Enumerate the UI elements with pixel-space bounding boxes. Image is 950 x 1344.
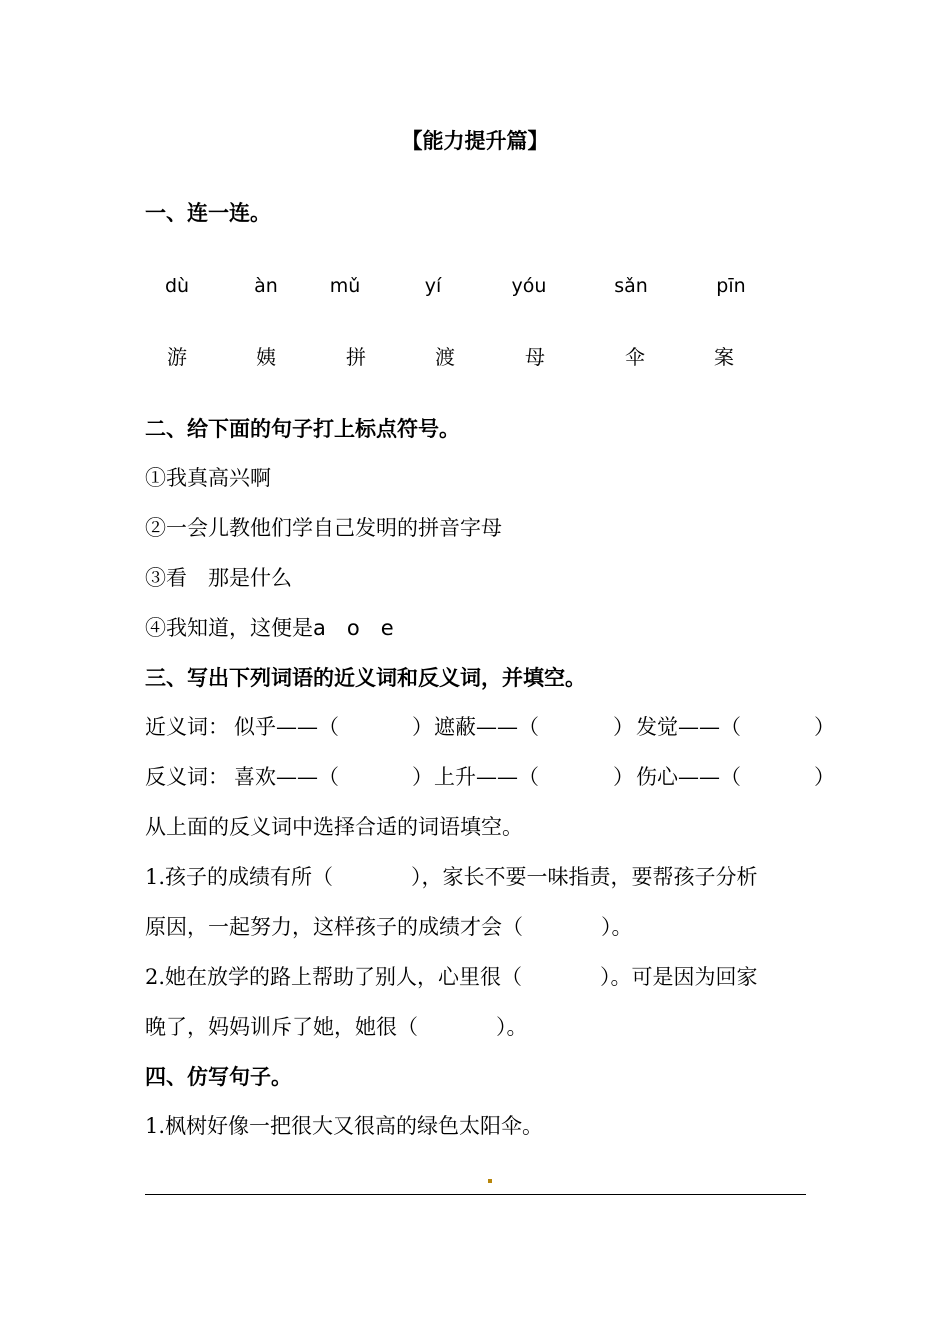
character-item: 伞: [625, 345, 645, 369]
antonym-close-3: ）: [814, 765, 835, 789]
character-item: 案: [714, 345, 734, 369]
punctuation-item-3: ③看 那是什么: [145, 566, 292, 590]
fill-instruction: 从上面的反义词中选择合适的词语填空。: [145, 815, 523, 839]
answer-line: [145, 1194, 806, 1195]
punctuation-item-4: [145, 613, 394, 643]
character-item: 母: [525, 345, 545, 369]
antonym-word-3: 伤心——（: [636, 765, 741, 789]
synonym-word-1: 似乎——（: [234, 715, 339, 739]
decorative-dot: [488, 1179, 492, 1183]
antonym-word-2: 上升——（: [434, 765, 539, 789]
fill-question-2-line-1: [145, 962, 758, 992]
text-segment: 1.孩子的成绩有所（: [145, 865, 334, 889]
character-item: 拼: [346, 345, 366, 369]
antonym-close-1: ）: [412, 765, 433, 789]
pinyin-item: yóu: [511, 275, 547, 297]
character-item: 渡: [435, 345, 455, 369]
synonym-label: 近义词：: [145, 715, 229, 739]
section-1-heading: 一、连一连。: [145, 201, 271, 225]
pinyin-item: yí: [424, 275, 442, 297]
section-2-heading: 二、给下面的句子打上标点符号。: [145, 417, 460, 441]
pinyin-item: mǔ: [329, 275, 361, 297]
pinyin-item: pīn: [716, 275, 746, 297]
text-segment: 原因，一起努力，这样孩子的成绩才会（: [145, 915, 523, 939]
fill-question-1-line-1: [145, 862, 758, 892]
punctuation-item-4-text: ④我知道，这便是: [145, 616, 313, 640]
text-segment: ）。: [496, 1015, 528, 1039]
antonym-label: 反义词：: [145, 765, 229, 789]
section-4-heading: 四、仿写句子。: [145, 1065, 292, 1089]
text-segment: ）。: [601, 915, 633, 939]
antonym-close-2: ）: [613, 765, 634, 789]
synonym-close-1: ）: [412, 715, 433, 739]
punctuation-item-4-letters: a o e: [313, 616, 394, 640]
text-segment: 2.她在放学的路上帮助了别人，心里很（: [145, 965, 523, 989]
imitation-item-1: 1.枫树好像一把很大又很高的绿色太阳伞。: [145, 1114, 544, 1138]
character-item: 游: [167, 345, 187, 369]
character-item: 姨: [256, 345, 276, 369]
punctuation-item-2: ②一会儿教他们学自己发明的拼音字母: [145, 516, 502, 540]
pinyin-item: àn: [254, 275, 278, 297]
synonym-close-2: ）: [613, 715, 634, 739]
synonym-word-3: 发觉——（: [636, 715, 741, 739]
section-3-heading: 三、写出下列词语的近义词和反义词，并填空。: [145, 666, 586, 690]
text-segment: ）。可是因为回家: [600, 965, 758, 989]
punctuation-item-1: ①我真高兴啊: [145, 466, 271, 490]
page-title: 【能力提升篇】: [401, 129, 549, 153]
pinyin-item: sǎn: [614, 275, 648, 297]
pinyin-item: dù: [164, 275, 190, 297]
text-segment: ），家长不要一味指责，要帮孩子分析: [411, 865, 758, 889]
antonym-word-1: 喜欢——（: [234, 765, 339, 789]
synonym-word-2: 遮蔽——（: [434, 715, 539, 739]
fill-question-1-line-2: [145, 912, 633, 942]
text-segment: 晚了，妈妈训斥了她，她很（: [145, 1015, 418, 1039]
fill-question-2-line-2: [145, 1012, 528, 1042]
synonym-close-3: ）: [814, 715, 835, 739]
